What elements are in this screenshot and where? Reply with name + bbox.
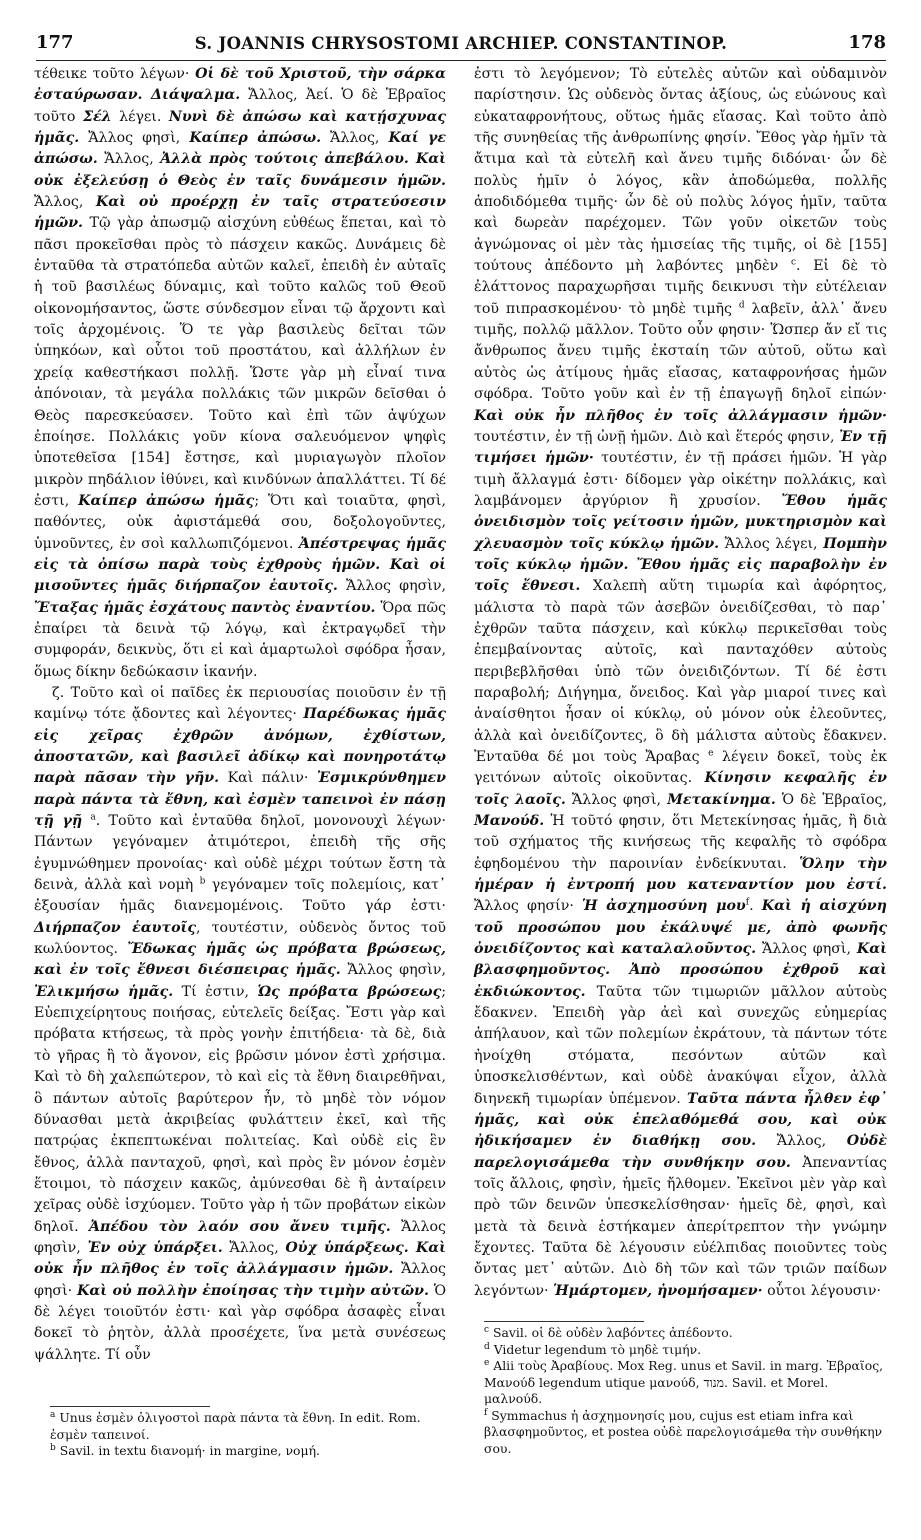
- text-run: . Εἰ δὲ τὸ ἐλάττονος παραχωρῆσαι τιμῆς δεικνυσι τὴν εὐτέλειαν τοῦ πιπρασκομένου· τὸ μηδὲ τιμῆς: [474, 258, 887, 317]
- quoted-scripture: Νυνὶ δὲ ἀπώσω καὶ κατῄσχυνας ἡμᾶς.: [34, 108, 447, 147]
- text-run: Ταῦτα τῶν τιμωριῶν μᾶλλον αὐτοὺς ἔδακνεν. Ἐπειδὴ γὰρ ἀεὶ καὶ συνεχῶς εὐημερίας ἀπήλαυον, καὶ τῶν πολεμίων ἐκράτουν, τὰ πάντων τότε ἠνοίχθη στόματα, πεσόντων αὐτῶν καὶ ὑποσκελισθέντων, καὶ οὐδὲ ἀνακύψαι εἶχον, ἀλλὰ διηνεκῆ τιμωρίαν ὑπέμενον.: [474, 983, 887, 1107]
- quoted-scripture: Ὅλην τὴν ἡμέραν ἡ ἐντροπή μου κατεναντίον μου ἐστί.: [474, 855, 887, 894]
- text-run: Ἄλλος φησὶ,: [79, 130, 190, 147]
- footnote-text: Unus ἐσμὲν ὀλιγοστοὶ παρὰ πάντα τὰ ἔθνη. In edit. Rom. ἐσμὲν ταπεινοί.: [50, 1410, 421, 1442]
- quoted-scripture: Πομπὴν τοῖς κύκλῳ ἡμῶν. Ἔθου ἡμᾶς εἰς παραβολὴν ἐν τοῖς ἔθνεσι.: [474, 535, 887, 595]
- text-run: ζ. Τοῦτο καὶ οἱ παῖδες ἐκ περιουσίας ποιοῦσιν ἐν τῇ καμίνῳ τότε ᾄδοντες καὶ λέγοντες·: [34, 684, 446, 723]
- text-run: Τῷ γὰρ ἀπωσμῷ αἰσχύνη εὐθέως ἕπεται, καὶ τὸ πᾶσι προκεῖσθαι πρὸς τὸ πάσχειν κακῶς. Δυνάμεις δὲ ἐνταῦθα τὰ στρατόπεδα αὐτῶν καλεῖ, ἐπειδὴ ἐν αὐταῖς ἡ τοῦ βασιλέως δύναμις, καὶ τοῦτο καλῶς τοῦ Θεοῦ οἰκονομήσαντος, ὥστε σύνδεσμον εἶναι τῷ ἄρχοντι καὶ τοῖς ἀρχομένοις. Ὅ τε γὰρ βασιλεὺς δεῖται τῶν ὑπηκόων, καὶ οὗτοι τοῦ προστάτου, καὶ ἀλλήλων ἐν χρείᾳ καθεστήκασι πολλῇ. Ὥστε γὰρ μὴ εἶναί τινα ἀπόνοιαν, τὰ μεγάλα πολλάκις τῶν μικρῶν δεῖσθαι ὁ Θεὸς παρεσκεύασεν. Τοῦτο καὶ ἐπὶ τῶν ἀψύχων ἐποίησε. Πολλάκις γοῦν κίονα σαλευόμενον ψηφὶς ὑποτεθεῖσα [154] ἔστησε, καὶ μυριαγωγὸν πλοῖον μικρὸν πηδάλιον ἰθύνει, καὶ κινδύνων ἀπαλλάττει. Τί δέ ἐστι,: [34, 215, 446, 509]
- quoted-scripture: Ταῦτα πάντα ἦλθεν ἐφ᾽ ἡμᾶς, καὶ οὐκ ἐπελαθόμεθά σου, καὶ οὐκ ἠδικήσαμεν ἐν διαθήκῃ σου.: [474, 1090, 887, 1150]
- quoted-scripture: Ἀπέστρεψας ἡμᾶς εἰς τὰ ὀπίσω παρὰ τοὺς ἐχθροὺς ἡμῶν. Καὶ οἱ μισοῦντες ἡμᾶς διήρπαζον ἑαυτοῖς.: [34, 535, 446, 595]
- quoted-scripture: Ἐσμικρύνθημεν παρὰ πάντα τὰ ἔθνη, καὶ ἐσμὲν ταπεινοὶ ἐν πάσῃ τῇ γῇ: [34, 770, 446, 830]
- quoted-scripture: Ἐν οὐχ ὑπάρξει.: [87, 1239, 223, 1256]
- text-run: ; Εὐεπιχείρητους ποιήσας, εὐτελεῖς δείξας. Ἔστι γὰρ καὶ πρόβατα κτήσεως, τὰ πρὸς γονὴν ἐπιτήδεια· τὰ δὲ, διὰ τὸ γῆρας ἢ τὸ ἄγονον, εἰς βρῶσιν μόνον ἐστὶ χρήσιμα. Καὶ τὸ δὴ χαλεπώτερον, τὸ καὶ εἰς τὰ ἔθνη διαιρεθῆναι, ὃ πάντων αὐτοῖς βαρύτερον ἦν, τὸ μηδὲ τὸν νόμον δύνασθαι μετὰ ἀκριβείας φυλάττειν ἐκεῖ, καὶ τῆς πατρῴας ἐκπεπτωκέναι πολιτείας. Καὶ οὐδὲ εἰς ἓν ἔθνος, ἀλλὰ πανταχοῦ, φησὶ, καὶ πρὸς ἓν μόνον ἐσμὲν ἕτοιμοι, τὸ πάσχειν κακῶς, ἀμύνεσθαι δὲ ἢ ἀνταίρειν χεῖρας οὐδὲ ἰσχύομεν. Τοῦτο γὰρ ἡ τῶν προβάτων εἰκὼν δηλοῖ.: [34, 983, 446, 1235]
- footnote: [484, 1325, 884, 1342]
- text-run: οὗτοι λέγουσιν·: [762, 1282, 882, 1299]
- text-run: ; Ὅτι καὶ τοιαῦτα, φησὶ, παθόντες, οὐκ ἀφιστάμεθά σου, δοξολογοῦντες, ὑμνοῦντες, ἐν σοὶ καλλωπιζόμενοι.: [34, 492, 446, 552]
- paragraph: [34, 64, 446, 683]
- text-run: τέθεικε τοῦτο λέγων·: [34, 66, 196, 82]
- text-run: Ἄλλος φησὶ·: [34, 1261, 446, 1299]
- footnote-rule-right: [484, 1321, 644, 1322]
- running-header: [36, 32, 886, 61]
- page-number-right: 178: [848, 32, 886, 53]
- text-run: τουτέστιν, ἐν τῇ ὠνῇ ἡμῶν. Διὸ καὶ ἕτερός φησιν,: [474, 428, 840, 445]
- text-run: Ἄλλος φησὶν,: [340, 962, 446, 979]
- footnotes-right: [484, 1325, 884, 1457]
- quoted-scripture: Μετακίνημα.: [667, 791, 776, 808]
- text-run: ἐστι τὸ λεγόμενον; Τὸ εὐτελὲς αὐτῶν καὶ οὐδαμινὸν παρίστησιν. Ὡς οὐδενὸς ὄντας ἀξίους, ὡς εὐώνους καὶ εὐκαταφρονήτους, οὕτως ἡμᾶς εἴασας. Καὶ τοῦτο ἀπὸ τῆς συνηθείας τῆς ἀνθρωπίνης φησίν. Ἔθος γὰρ ἡμῖν τὰ ἄτιμα καὶ τὰ εὐτελῆ καὶ ἄνευ τιμῆς διδόναι· ὧν δὲ πολὺς ἡμῖν ὁ λόγος, κἂν ἀποδώμεθα, πολλῆς ἀποδιδόμεθα τιμῆς· ὧν δὲ οὐ πολὺς λόγος ἡμῖν, ταῦτα καὶ δωρεὰν παρέχομεν. Τῶν γοῦν οἰκετῶν τοὺς ἀγνώμονας οἱ μὲν τὰς ἡμισείας τῆς τιμῆς, οἱ δὲ [155] τούτους ἀπέδοντο μὴ λαβόντες μηδὲν: [474, 66, 887, 275]
- quoted-scripture: Σέλ: [82, 108, 112, 125]
- quoted-scripture: Καὶ οὐκ ἦν πλῆθος ἐν τοῖς ἀλλάγμασιν ἡμῶν·: [474, 407, 887, 424]
- quoted-scripture: Καὶ οὐ προέρχῃ ἐν ταῖς στρατεύσεσιν ἡμῶν.: [34, 194, 446, 232]
- quoted-scripture: Καὶ οὐ πολλὴν ἐποίησας τὴν τιμὴν αὐτῶν.: [77, 1282, 429, 1299]
- text-run: .: [749, 898, 762, 915]
- quoted-scripture: Ἔταξας ἡμᾶς ἐσχάτους παντὸς ἐναντίου.: [34, 599, 376, 616]
- text-run: Ἄλλος,: [222, 1239, 286, 1256]
- quoted-scripture: Κίνησιν κεφαλῆς ἐν τοῖς λαοῖς.: [474, 770, 887, 808]
- text-run: λέγειν δοκεῖ, τοὺς ἐκ γειτόνων αὐτοῖς οἰκοῦντας.: [474, 749, 887, 787]
- quoted-scripture: Καίπερ ἀπώσω ἡμᾶς: [78, 492, 255, 509]
- footnote-text: Videtur legendum τὸ μηδὲ τιμήν.: [489, 1341, 702, 1357]
- footnote-marker[interactable]: a: [90, 812, 96, 823]
- paragraph: [474, 64, 887, 1302]
- quoted-scripture: Ὡς πρόβατα βρώσεως: [257, 983, 442, 1000]
- paragraph: [34, 683, 446, 1366]
- footnote: [484, 1408, 884, 1458]
- text-run: Ἄλλος φησὶ,: [565, 791, 668, 808]
- quoted-scripture: Ἀπέδου τὸν λαόν σου ἄνευ τιμῆς.: [89, 1218, 391, 1235]
- text-run: , τουτέστιν, οὐδενὸς ὄντος τοῦ κωλύοντος.: [34, 919, 446, 958]
- footnote: [50, 1410, 435, 1443]
- footnote-marker[interactable]: b: [199, 876, 206, 887]
- text-run: Ἡ τοῦτό φησιν, ὅτι Μετεκίνησας ἡμᾶς, ἢ διὰ τοῦ σχήματος τῆς κινήσεως τῆς κεφαλῆς τὸ σφόδρα ἐφηδομένου τὴν παροινίαν ἐνδείκνυται.: [474, 813, 887, 872]
- quoted-scripture: Ἀπὸ προσώπου ἐχθροῦ καὶ ἐκδιώκοντος.: [474, 962, 887, 1000]
- quoted-scripture: Ἔδωκας ἡμᾶς ὡς πρόβατα βρώσεως, καὶ ἐν τοῖς ἔθνεσι διέσπειρας ἡμᾶς.: [34, 941, 446, 979]
- quoted-scripture: Ἐν τῇ τιμήσει ἡμῶν·: [474, 428, 887, 467]
- text-run: λαβεῖν, ἀλλ᾽ ἄνευ τιμῆς, πολλῷ μᾶλλον. Τοῦτο οὖν φησιν· Ὥσπερ ἄν εἴ τις ἄνθρωπος ἄνευ τιμῆς ἐκσταίη τῶν αὐτοῦ, οὕτω καὶ αὐτὸς ὡς ἀτίμους ἡμᾶς εἴασας, καταφρονήσας ἡμῶν σφόδρα. Τοῦτο γοῦν καὶ ἐν τῇ ἐπαγωγῇ δηλοῖ εἰπών·: [474, 300, 887, 403]
- footnote-marker[interactable]: c: [790, 257, 797, 268]
- quoted-scripture: Μανούδ.: [474, 813, 545, 830]
- text-run: Ἄλλος,: [34, 194, 96, 211]
- footnote-marker[interactable]: f: [745, 897, 750, 908]
- footnote-text: Symmachus ἡ ἀσχημονησίς μου, cujus est etiam infra καὶ βλασφημοῦντος, et postea οὐδὲ παρελογισάμεθα τὴν συνθήκην σου.: [484, 1407, 883, 1456]
- quoted-scripture: Καὶ βλασφημοῦντος.: [474, 941, 887, 979]
- page-number-left: 177: [36, 32, 74, 53]
- quoted-scripture: Ἔθου ἡμᾶς ὀνειδισμὸν τοῖς γείτοσιν ἡμῶν, μυκτηρισμὸν καὶ χλευασμὸν τοῖς κύκλῳ ἡμῶν.: [474, 492, 887, 552]
- footnote-rule-left: [50, 1406, 210, 1407]
- footnote: [484, 1342, 884, 1359]
- quoted-scripture: Οἱ δὲ τοῦ Χριστοῦ, τὴν σάρκα ἐσταύρωσαν. Διάψαλμα.: [34, 66, 446, 104]
- text-run: τουτέστιν, ἐν τῇ πράσει ἡμῶν. Ἡ γὰρ τιμὴ ἄλλαγμά ἐστι· δίδομεν γὰρ οἰκέτην πολλάκις, καὶ λαμβάνομεν ἀργύριον ἢ χρυσίον.: [474, 450, 887, 509]
- text-run: Ἄλλος,: [97, 151, 161, 168]
- footnote-text: Savil. in textu διανομή· in margine, νομή.: [55, 1443, 320, 1458]
- text-run: γεγόναμεν τοῖς πολεμίοις, κατ᾽ ἐξουσίαν ἡμᾶς διανεμομένοις. Τοῦτο γάρ ἐστι·: [34, 877, 446, 915]
- quoted-scripture: Διήρπαζον ἑαυτοῖς: [34, 919, 197, 936]
- text-run: Ἀπεναντίας τοῖς ἄλλοις, φησὶν, ἡμεῖς ἤλθομεν. Ἐκεῖνοι μὲν γὰρ καὶ πρὸ τῶν δεινῶν ὑπεσκελίσθησαν· ἡμεῖς δὲ, φησὶ, καὶ μετὰ τὰ δεινὰ ἑστήκαμεν ἀπερίτρεπτον τὴν γνώμην ἔχοντες. Ταῦτα δὲ λέγουσιν εὐέλπιδας ποιοῦντες τοὺς ὄντας μετ᾽ αὐτῶν. Διὸ δὴ τῶν καὶ τῶν τριῶν παίδων λεγόντων·: [474, 1154, 887, 1299]
- quoted-scripture: Οὐχ ὑπάρξεως. Καὶ οὐκ ἦν πλῆθος ἐν τοῖς ἀλλάγμασιν ἡμῶν.: [34, 1239, 446, 1278]
- text-run: . Τοῦτο καὶ ἐνταῦθα δηλοῖ, μονονουχὶ λέγων· Πάντων γεγόναμεν ἀτιμότεροι, ἐπειδὴ τῆς σῆς ἐγυμνώθημεν προνοίας· καὶ οὐδὲ μέχρι τούτων ἔστη τὰ δεινὰ, ἀλλὰ καὶ νομὴ: [34, 813, 447, 894]
- text-run: Ὁ δὲ λέγει τοιοῦτόν ἐστι· καὶ γὰρ σφόδρα ἀσαφὲς εἶναι δοκεῖ τὸ ῥητὸν, ἀλλὰ προσέχετε, ἵνα μετὰ συνέσεως ψάλλητε. Τί οὖν: [34, 1282, 447, 1363]
- text-run: Ὁ δὲ Ἑβραῖος,: [775, 791, 888, 808]
- text-run: Ἄλλος φησίν·: [474, 898, 583, 915]
- text-run: Ἄλλος, Ἀεί. Ὁ δὲ Ἑβραῖος τοῦτο: [34, 87, 446, 125]
- quoted-scripture: Παρέδωκας ἡμᾶς εἰς χεῖρας ἐχθρῶν ἀνόμων, ἐχθίστων, ἀποστατῶν, καὶ βασιλεῖ ἀδίκῳ καὶ πονηροτάτῳ παρὰ πᾶσαν τὴν γῆν.: [34, 706, 446, 787]
- text-run: Ἄλλος λέγει,: [719, 535, 824, 552]
- text-run: Χαλεπὴ αὕτη τιμωρία καὶ ἀφόρητος, μάλιστα τὸ παρὰ τῶν ἀσεβῶν ὀνειδίζεσθαι, τὸ παρ᾽ ἐχθρῶν ταῦτα πάσχειν, καὶ κύκλῳ περικεῖσθαι τοὺς ἐπεμβαίνοντας αὐτοῖς, καὶ πανταχόθεν αὐτοὺς περιβεβλῆσθαι ὑπὸ τῶν ὀνειδιζόντων. Τί δέ ἐστι παραβολή; Διήγημα, ὄνειδος. Καὶ γὰρ μιαροί τινες καὶ ἀναίσθητοι ἦσαν οἱ κύκλῳ, οὐ μόνον οὐκ ἐλεοῦντες, ἀλλὰ καὶ ὀνειδίζοντες, ὃ δὴ μάλιστα αὐτοὺς ἔδακνεν. Ἐνταῦθα δέ μοι τοὺς Ἄραβας: [474, 578, 887, 765]
- text-run: Τί ἐστιν,: [173, 983, 258, 1000]
- quoted-scripture: Καί γε ἀπώσω.: [34, 130, 446, 168]
- quoted-scripture: Οὐδὲ παρελογισάμεθα τὴν συνθήκην σου.: [474, 1133, 887, 1171]
- footnote-mark: f: [484, 1407, 488, 1418]
- quoted-scripture: Καίπερ ἀπώσω.: [189, 130, 322, 147]
- quoted-scripture: Καὶ ἡ αἰσχύνη τοῦ προσώπου μου ἐκάλυψέ με, ἀπὸ φωνῆς ὀνειδίζοντος καὶ καταλαλοῦντος.: [474, 898, 887, 958]
- footnote-text: Savil. οἱ δὲ οὐδὲν λαβόντες ἀπέδοντο.: [489, 1325, 733, 1340]
- footnote-mark: a: [50, 1409, 56, 1420]
- footnote-text: Alii τοὺς Ἀραβίους. Mox Reg. unus et Savil. in marg. Ἑβραῖος, Μανούδ legendum utique μανούδ, מנוד. Savil. et Morel. μαλνούδ.: [484, 1358, 884, 1406]
- running-title: S. JOANNIS CHRYSOSTOMI ARCHIEP. CONSTANTINOP.: [194, 34, 728, 53]
- left-column: [34, 64, 446, 1366]
- text-run: Ἄλλος φησὶν,: [34, 1218, 446, 1256]
- text-run: Ἄλλος φησὶν,: [337, 578, 446, 595]
- footnote-marker[interactable]: d: [738, 300, 745, 311]
- quoted-scripture: Ἡ ἀσχημοσύνη μου: [582, 898, 746, 915]
- text-run: λέγει.: [111, 108, 169, 125]
- text-run: Καὶ πάλιν·: [219, 770, 317, 787]
- quoted-scripture: Ἐλικμήσω ἡμᾶς.: [34, 983, 174, 1000]
- quoted-scripture: Ἀλλὰ πρὸς τούτοις ἀπεβάλου. Καὶ οὐκ ἐξελεύσῃ ὁ Θεὸς ἐν ταῖς δυνάμεσιν ἡμῶν.: [34, 151, 446, 189]
- footnote-mark: c: [484, 1324, 490, 1335]
- footnote-marker[interactable]: e: [708, 748, 714, 759]
- text-run: Ὅρα πῶς ἐπαίρει τὰ δεινὰ τῷ λόγῳ, καὶ ἐκτραγῳδεῖ τὴν συμφοράν, δεικνὺς, ὅτι εἰ καὶ ἁμαρτωλοὶ σφόδρα ἦσαν, ὅμως δίκην δεδώκασιν ἱκανήν.: [34, 599, 446, 680]
- footnote-mark: b: [50, 1442, 56, 1453]
- right-column: [474, 64, 887, 1302]
- footnote-mark: e: [484, 1357, 490, 1368]
- footnotes-left: [50, 1410, 435, 1460]
- text-run: Ἄλλος φησὶ,: [756, 941, 857, 958]
- text-run: Ἄλλος,: [756, 1133, 847, 1150]
- footnote: [484, 1358, 884, 1408]
- text-run: Ἄλλος,: [321, 130, 389, 147]
- quoted-scripture: Ἡμάρτομεν, ἠνομήσαμεν·: [553, 1282, 763, 1299]
- footnote-mark: d: [484, 1341, 490, 1352]
- text-run: [610, 962, 629, 978]
- footnote: [50, 1443, 435, 1460]
